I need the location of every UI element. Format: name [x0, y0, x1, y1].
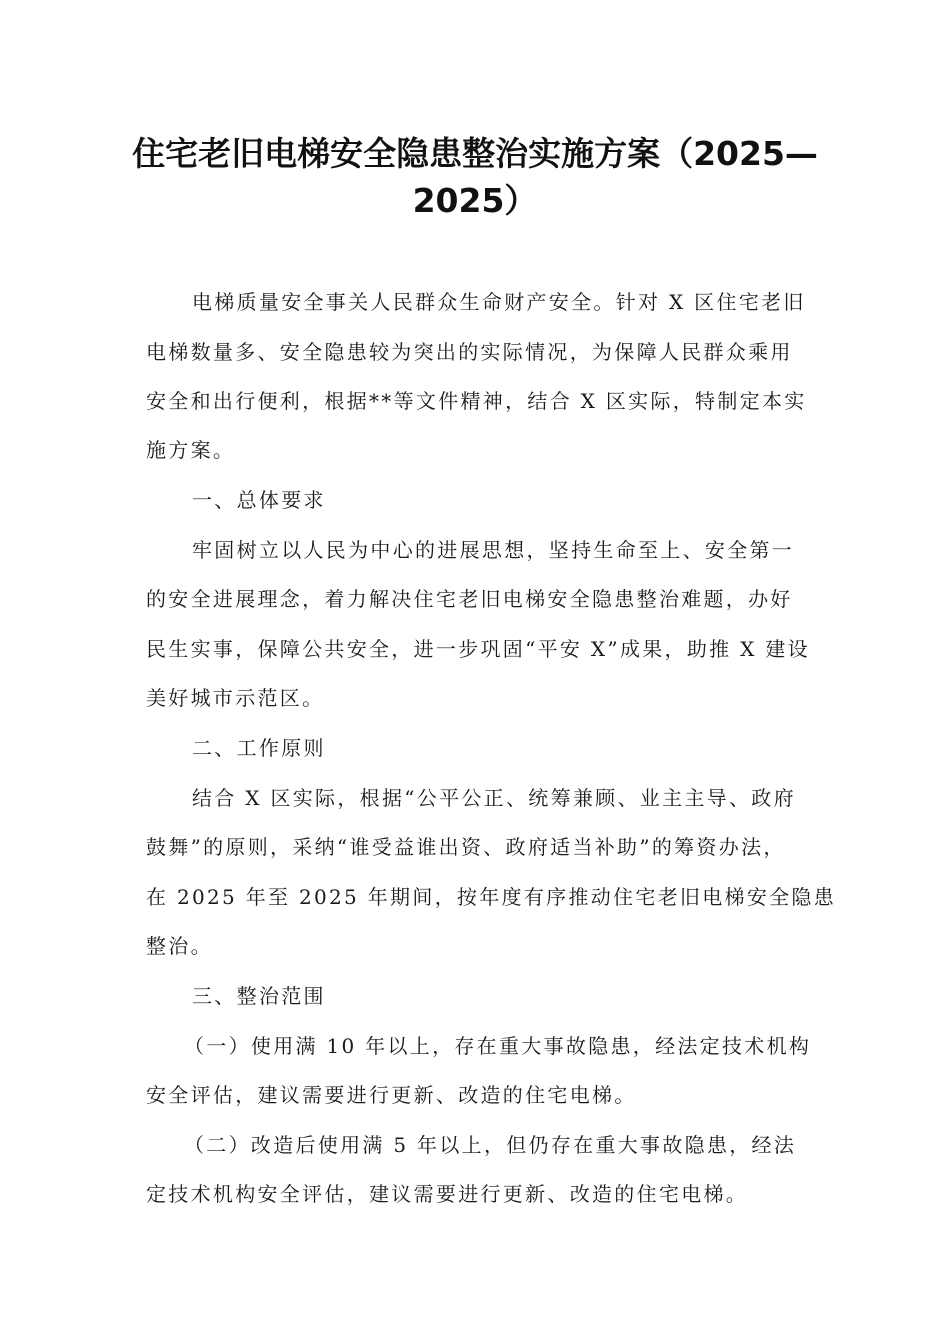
document-title-line-2: 2025）	[412, 181, 538, 220]
section-heading-3: 三、整治范围	[192, 984, 326, 1008]
paragraph-requirements-line-3: 民生实事，保障公共安全，进一步巩固“平安 X”成果，助推 X 建设	[146, 637, 810, 661]
paragraph-principles-line-1: 结合 X 区实际，根据“公平公正、统筹兼顾、业主主导、政府	[192, 786, 796, 810]
scope-item-1-line-2: 安全评估，建议需要进行更新、改造的住宅电梯。	[146, 1083, 637, 1107]
paragraph-principles-line-3: 在 2025 年至 2025 年期间，按年度有序推动住宅老旧电梯安全隐患	[146, 885, 837, 909]
paragraph-requirements-line-4: 美好城市示范区。	[146, 686, 325, 710]
paragraph-requirements-line-2: 的安全进展理念，着力解决住宅老旧电梯安全隐患整治难题，办好	[146, 587, 793, 611]
section-heading-2: 二、工作原则	[192, 736, 326, 760]
document-title-line-1: 住宅老旧电梯安全隐患整治实施方案（2025—	[132, 134, 818, 173]
scope-item-1-line-1: （一）使用满 10 年以上，存在重大事故隐患，经法定技术机构	[184, 1034, 812, 1058]
paragraph-intro-line-4: 施方案。	[146, 438, 236, 462]
paragraph-principles-line-2: 鼓舞”的原则，采纳“谁受益谁出资、政府适当补助”的筹资办法，	[146, 835, 786, 859]
paragraph-principles-line-4: 整治。	[146, 934, 213, 958]
section-heading-1: 一、总体要求	[192, 488, 326, 512]
paragraph-intro-line-2: 电梯数量多、安全隐患较为突出的实际情况，为保障人民群众乘用	[146, 340, 793, 364]
paragraph-intro-line-3: 安全和出行便利，根据**等文件精神，结合 X 区实际，特制定本实	[146, 389, 807, 413]
scope-item-2-line-2: 定技术机构安全评估，建议需要进行更新、改造的住宅电梯。	[146, 1182, 749, 1206]
scope-item-2-line-1: （二）改造后使用满 5 年以上，但仍存在重大事故隐患，经法	[184, 1133, 797, 1157]
paragraph-requirements-line-1: 牢固树立以人民为中心的进展思想，坚持生命至上、安全第一	[192, 538, 795, 562]
paragraph-intro-line-1: 电梯质量安全事关人民群众生命财产安全。针对 X 区住宅老旧	[192, 290, 806, 314]
